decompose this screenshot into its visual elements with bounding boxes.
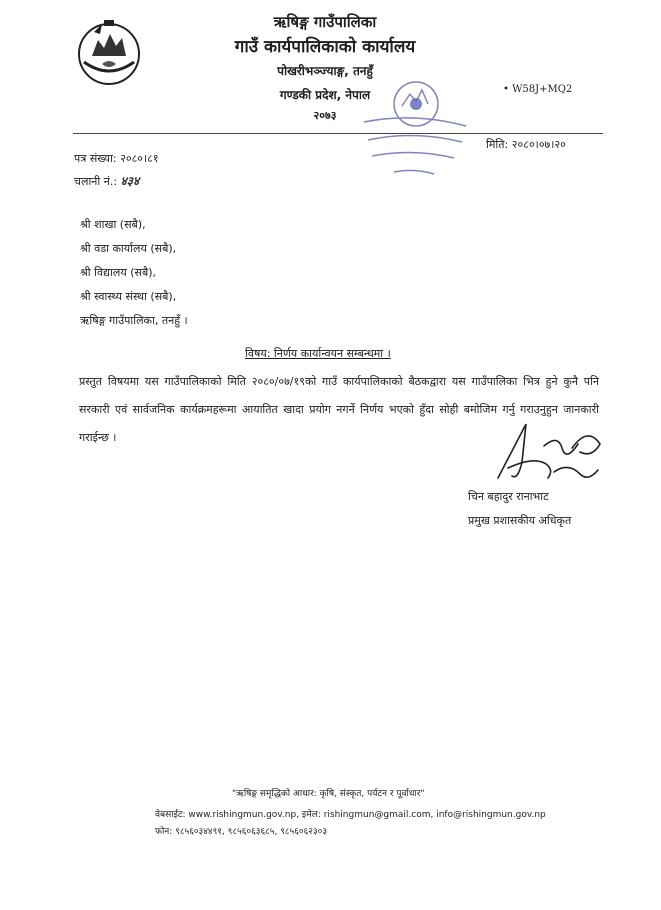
- chalani-number: [74, 172, 139, 189]
- chalani-label: चलानी नं.:: [74, 175, 118, 188]
- addressee: श्री विद्यालय (सबै),: [80, 266, 157, 279]
- office-name: गाउँ कार्यपालिकाको कार्यालय: [234, 37, 416, 57]
- bullet-icon: •: [503, 84, 513, 95]
- footer-contact: वेबसाईट: www.rishingmun.gov.np, इमेल: rishingmun@gmail.com, info@rishingmun.gov.np: [155, 810, 546, 820]
- footer-phone: फोन: ९८५६०३४४९१, ९८५६०६३६८५, ९८५६०६२३०३: [155, 827, 328, 837]
- addressee: श्री शाखा (सबै),: [80, 218, 146, 231]
- office-location: पोखरीभञ्ज्याङ्ग, तनहुँ: [277, 64, 373, 78]
- nepal-emblem-icon: [74, 18, 144, 88]
- subject-line: विषय: निर्णय कार्यान्वयन सम्बन्धमा ।: [245, 347, 391, 360]
- addressee: श्री वडा कार्यालय (सबै),: [80, 242, 177, 255]
- province-country: गण्डकी प्रदेश, नेपाल: [279, 88, 371, 102]
- office-seal-stamp-icon: [354, 76, 474, 186]
- patra-value: २०८०।८१: [120, 152, 159, 165]
- established-year: २०७३: [313, 109, 337, 122]
- addressee: ऋषिङ्ग गाउँपालिका, तनहुँ ।: [80, 314, 188, 327]
- chalani-value: ४३४: [120, 174, 140, 188]
- signatory-title: प्रमुख प्रशासकीय अधिकृत: [468, 514, 572, 527]
- patra-sankhya: [74, 151, 159, 166]
- signatory-name: चिन बहादुर रानाभाट: [468, 490, 549, 503]
- patra-label: पत्र संख्या:: [74, 152, 117, 165]
- handwritten-signature-icon: [488, 418, 608, 490]
- footer-motto: "ऋषिङ्ग समृद्धिको आधार: कृषि, संस्कृत, पर्यटन र पूर्वाधार": [232, 789, 425, 799]
- municipality-name: ऋषिङ्ग गाउँपालिका: [273, 13, 377, 31]
- letter-body: प्रस्तुत विषयमा यस गाउँपालिकाको मिति २०८०/०७/१९को गाउँ कार्यपालिकाको बैठकद्वारा यस गाउँपालिका भित्र हुने कुनै पनि सरकारी एवं सार्वजनिक कार्यक्रमहरूमा आयातित खादा प्रयोग नगर्ने निर्णय भएको हुँदा सोही बमोजिम गर्नु गराउनुहुन जानकारी गराईन्छ ।: [79, 375, 599, 444]
- date-label: मिति:: [486, 138, 509, 151]
- plus-code: [503, 84, 572, 95]
- addressee: श्री स्वास्थ्य संस्था (सबै),: [80, 290, 177, 303]
- letter-date: [486, 137, 566, 152]
- header-divider: [73, 133, 603, 134]
- date-value: २०८०।०७।२०: [511, 138, 566, 151]
- plus-code-text: W58J+MQ2: [512, 84, 573, 95]
